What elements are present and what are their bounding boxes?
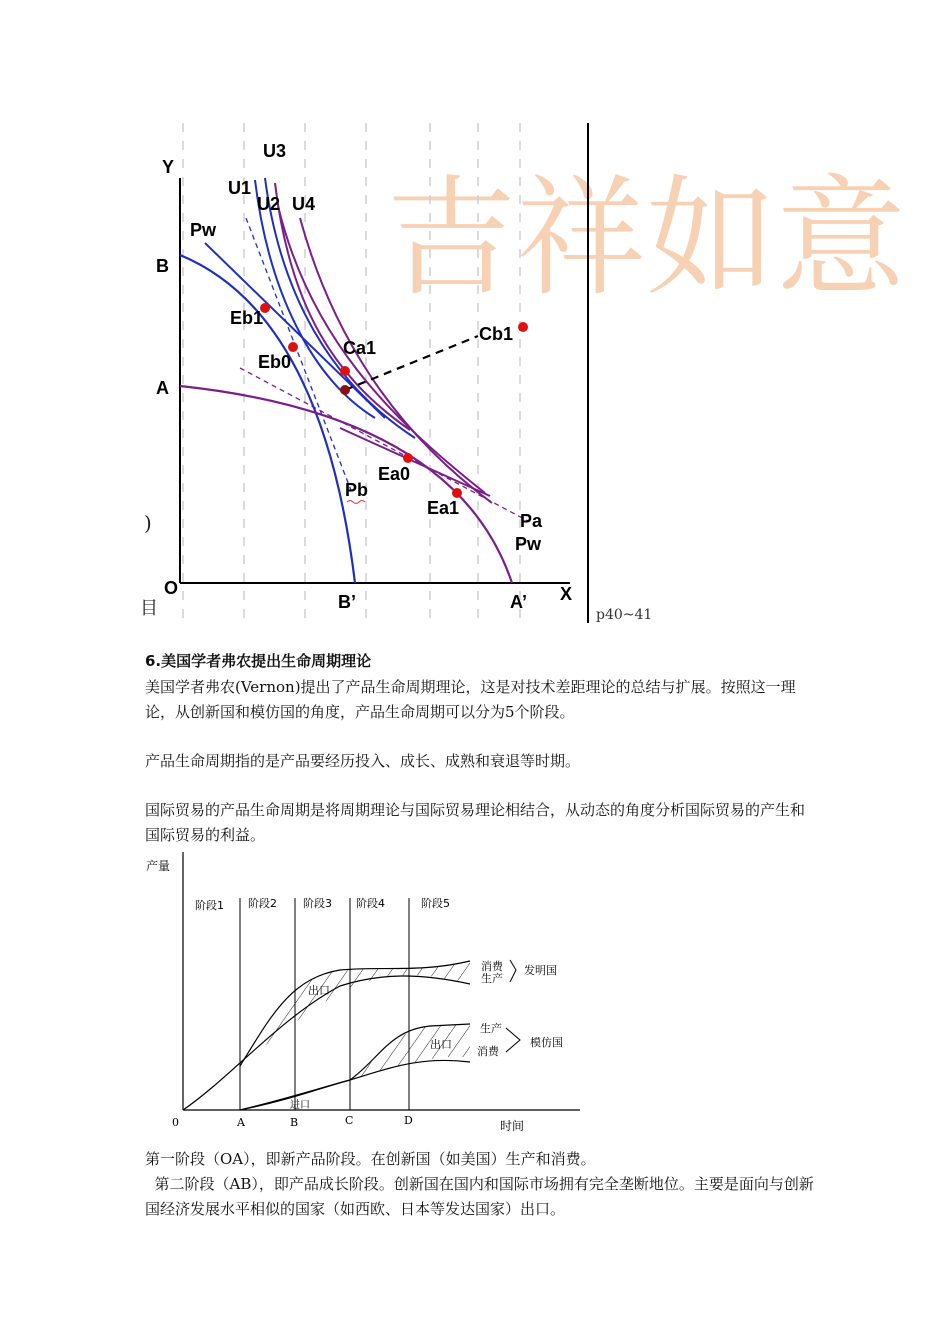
paragraph-3: 国际贸易的产品生命周期是将周期理论与国际贸易理论相结合，从动态的角度分析国际贸易的产生和国际贸易的利益。 [145,801,806,844]
trade-equilibrium-diagram [140,118,907,628]
export-label-inventor: 出口 [308,984,330,997]
paragraph-2: 产品生命周期指的是产品要经历投入、成长、成熟和衰退等时期。 [145,752,581,770]
stage-3-label: 阶段3 [303,897,332,910]
section-heading: 6.美国学者弗农提出生命周期理论 [145,652,372,670]
export-label-imitator: 出口 [430,1038,452,1051]
label-u4: U4 [292,194,316,214]
inventor-consume-label: 消费 [481,960,503,973]
label-u3: U3 [263,141,287,161]
stage-5-label: 阶段5 [421,897,450,910]
indifference-curve-u1 [255,180,375,418]
stage-1-label: 阶段1 [195,899,224,912]
imitator-produce-label: 生产 [480,1022,502,1035]
imitator-consume-label: 消费 [477,1045,499,1058]
stage-dividers [240,898,409,1110]
tick-c: C [345,1114,354,1127]
tick-b: B [290,1116,299,1129]
page-reference: p40~41 [596,607,653,623]
spellcheck-squiggle [347,501,365,504]
edge-glyph: 目 [140,598,158,619]
y-axis-label: 产量 [146,859,171,873]
imitator-label: 模仿国 [530,1036,563,1049]
stage-1-description: 第一阶段（OA），即新产品阶段。在创新国（如美国）生产和消费。 [145,1150,596,1168]
inventor-bracket [510,960,516,982]
point-consumption [340,385,350,395]
stage-4-label: 阶段4 [356,897,385,910]
point-ca1 [340,366,350,376]
label-u2: U2 [257,194,281,214]
stage-2-description: 第二阶段（AB），即产品成长阶段。创新国在国内和国际市场拥有完全垄断地位。主要是面向与创新国经济发展水平相似的国家（如西欧、日本等发达国家）出口。 [145,1175,814,1218]
inventor-label: 发明国 [524,964,557,977]
label-ca1: Ca1 [343,338,377,358]
label-cb1: Cb1 [479,324,514,344]
label-u1: U1 [228,178,252,198]
label-a-prime: A’ [510,592,528,612]
label-b: B [156,256,169,276]
imitator-consumption-curve [240,1060,470,1110]
product-life-cycle-diagram [140,848,590,1138]
x-axis-label: 时间 [500,1119,525,1133]
point-ea1 [452,488,462,498]
label-eb1: Eb1 [230,308,264,328]
edge-paren: ) [144,511,152,535]
import-label: 进口 [290,1100,310,1111]
label-pw-top: Pw [190,220,217,240]
label-eb0: Eb0 [258,352,292,372]
origin-label: 0 [172,1116,179,1129]
label-x: X [560,584,573,604]
label-pw-bottom: Pw [515,534,542,554]
paragraph-1: 美国学者弗农(Vernon)提出了产品生命周期理论，这是对技术差距理论的总结与扩展。按照这一理论，从创新国和模仿国的角度，产品生命周期可以分为5个阶段。 [145,678,796,721]
point-ea0 [403,453,413,463]
inventor-produce-label: 生产 [481,972,503,985]
label-y: Y [162,157,175,177]
stage-2-label: 阶段2 [248,897,277,910]
label-o: O [164,578,179,598]
label-pa: Pa [520,511,543,531]
label-ea0: Ea0 [378,464,411,484]
point-cb1 [518,322,528,332]
label-ea1: Ea1 [427,498,460,518]
point-eb0 [288,342,298,352]
tick-a: A [237,1116,245,1129]
watermark-text: 吉祥如意 [386,162,907,314]
label-pb: Pb [345,480,369,500]
tick-d: D [404,1114,413,1127]
label-a: A [156,378,169,398]
imitator-bracket [506,1028,520,1052]
label-b-prime: B’ [338,592,356,612]
